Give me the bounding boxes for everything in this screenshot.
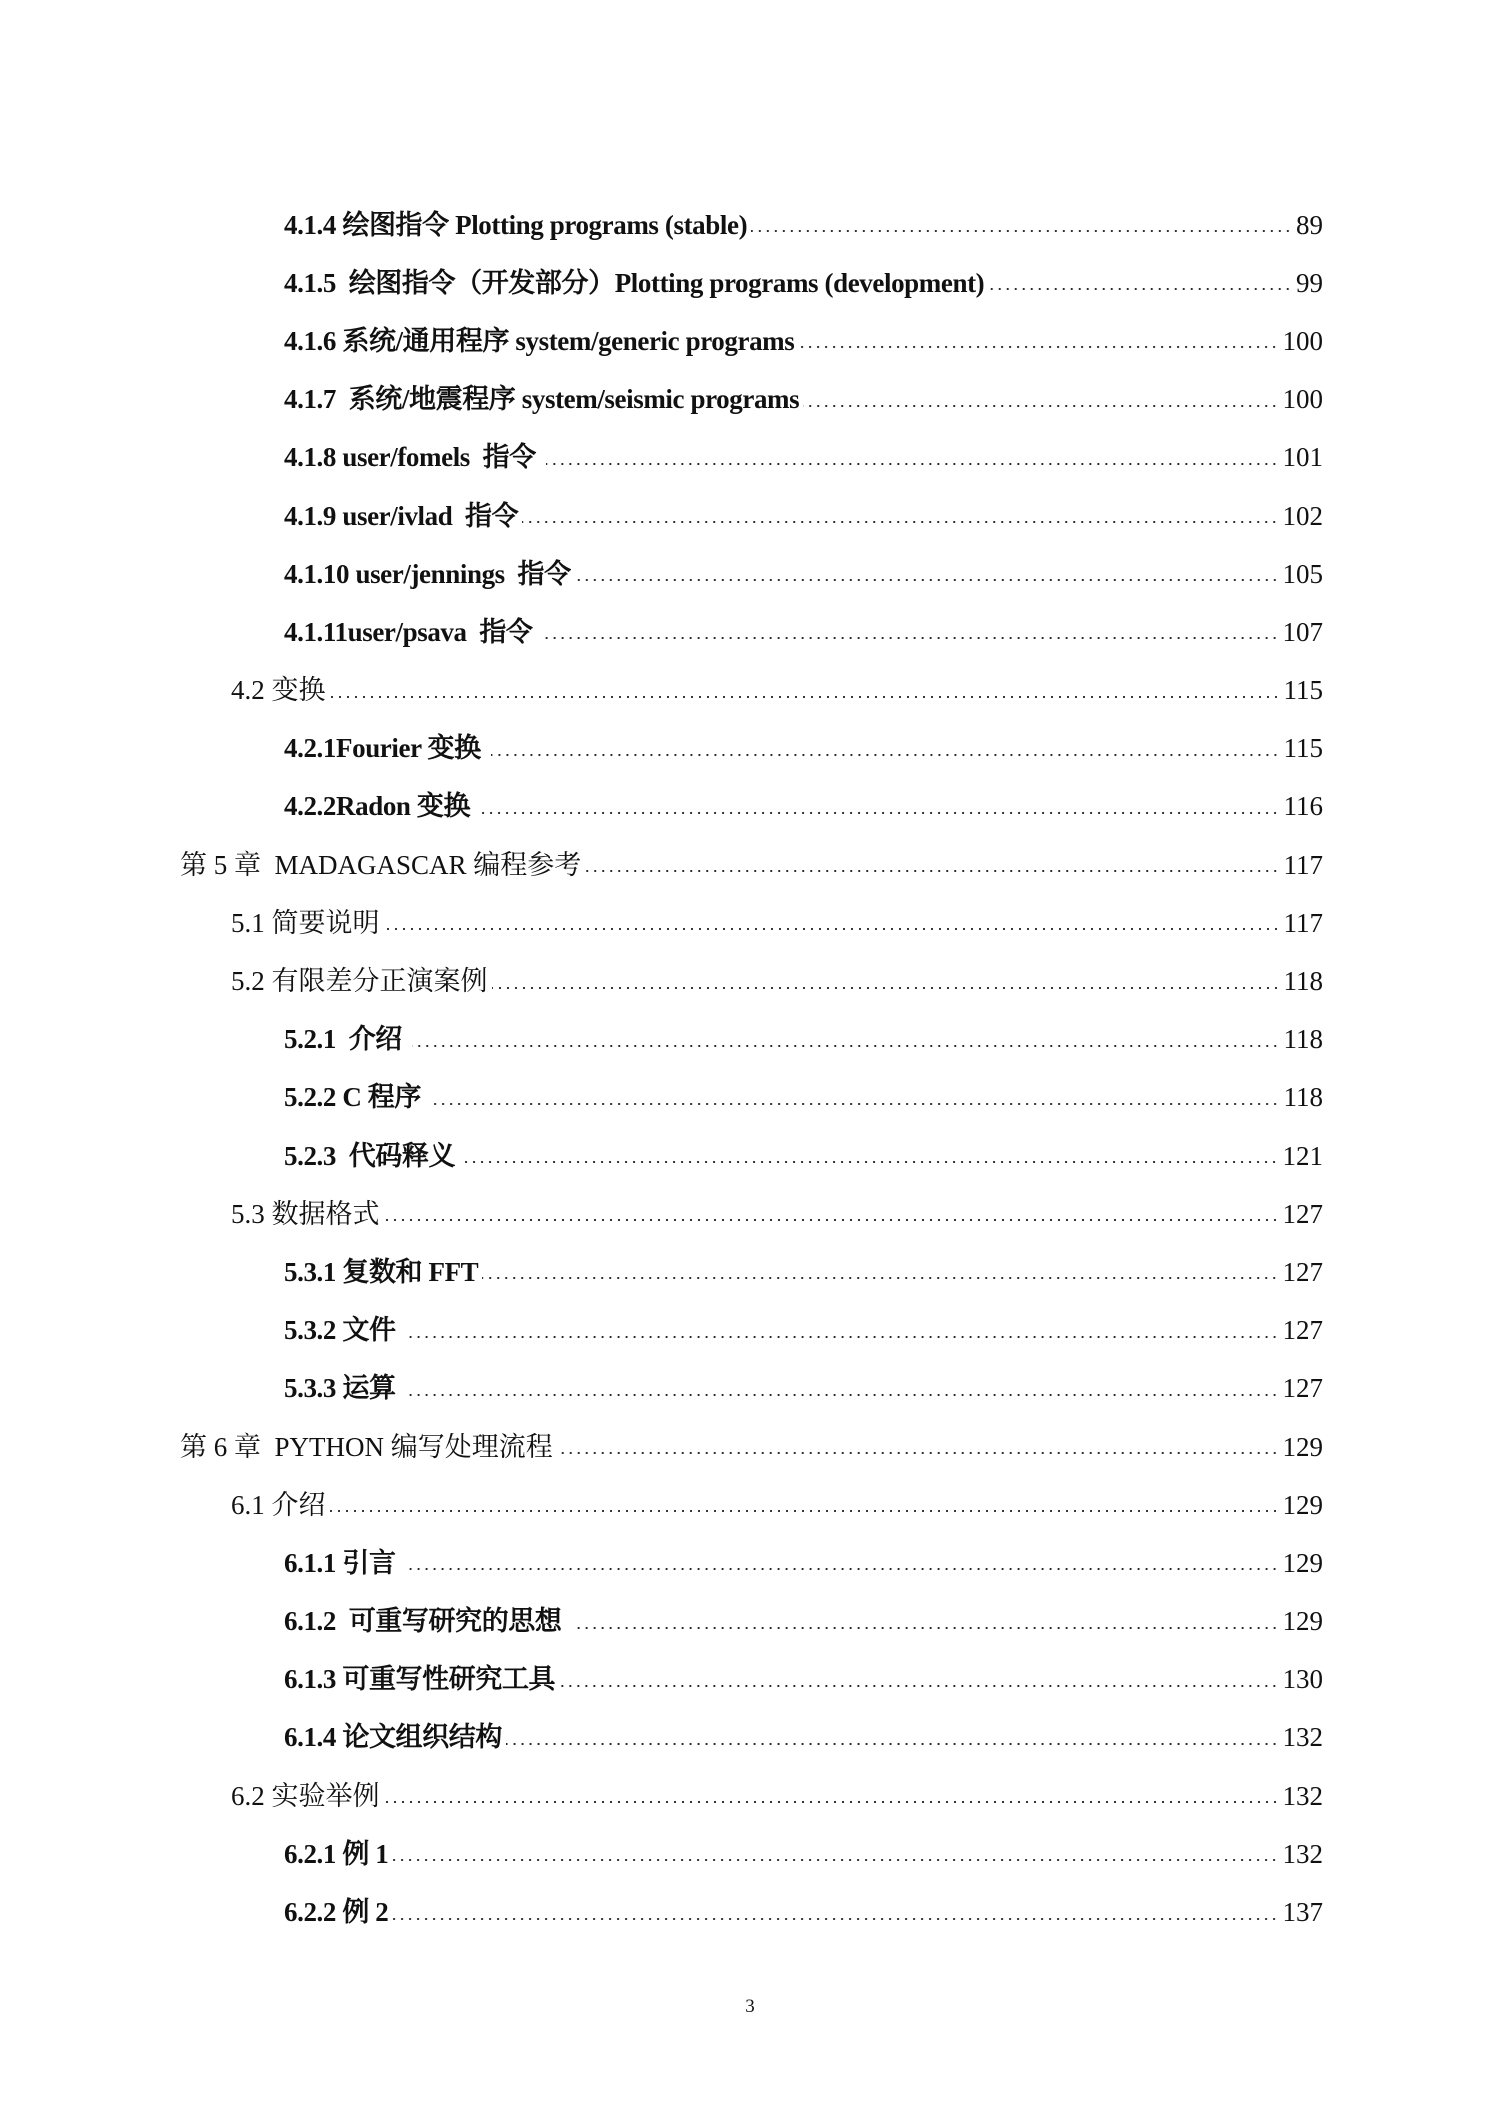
toc-dot-leader xyxy=(557,1452,1279,1454)
toc-dot-leader xyxy=(492,987,1280,989)
toc-entry-page: 117 xyxy=(1283,849,1323,880)
toc-entry-title: 6.1.3 可重写性研究工具 xyxy=(284,1664,556,1695)
toc-entry[interactable] xyxy=(0,603,1500,661)
toc-dot-leader xyxy=(572,1627,1279,1629)
toc-entry-title: 第 6 章 PYTHON 编写处理流程 xyxy=(180,1431,553,1462)
toc-dot-leader xyxy=(406,1394,1279,1396)
toc-entry-title: 4.1.8 user/fomels 指令 xyxy=(284,442,543,473)
toc-dot-leader xyxy=(412,1045,1279,1047)
toc-entry[interactable] xyxy=(0,1825,1500,1883)
toc-entry-title: 5.1 简要说明 xyxy=(231,907,380,938)
toc-dot-leader xyxy=(431,1103,1279,1105)
toc-entry-title: 6.2 实验举例 xyxy=(231,1780,380,1811)
toc-entry-title: 6.2.1 例 1 xyxy=(284,1838,389,1869)
toc-entry-page: 132 xyxy=(1282,1722,1323,1753)
toc-entry-title: 4.1.9 user/ivlad 指令 xyxy=(284,500,519,531)
toc-entry-page: 127 xyxy=(1282,1198,1323,1229)
toc-entry[interactable] xyxy=(0,836,1500,894)
toc-entry[interactable] xyxy=(0,312,1500,370)
toc-dot-leader xyxy=(506,1743,1279,1745)
toc-entry-title: 4.1.6 系统/通用程序 system/generic programs xyxy=(284,325,795,356)
toc-entry-title: 5.2.2 C 程序 xyxy=(284,1082,428,1113)
toc-entry-title: 5.2 有限差分正演案例 xyxy=(231,966,488,997)
toc-entry-title: 5.3.3 运算 xyxy=(284,1373,402,1404)
toc-entry-page: 99 xyxy=(1296,267,1323,298)
toc-entry-page: 129 xyxy=(1282,1606,1323,1637)
toc-entry-page: 116 xyxy=(1283,791,1323,822)
toc-entry-page: 115 xyxy=(1283,733,1323,764)
toc-entry-title: 6.1.1 引言 xyxy=(284,1547,402,1578)
toc-entry[interactable] xyxy=(0,1011,1500,1069)
toc-entry-page: 132 xyxy=(1282,1780,1323,1811)
toc-entry-title: 6.1 介绍 xyxy=(231,1489,326,1520)
toc-entry[interactable] xyxy=(0,894,1500,952)
toc-dot-leader xyxy=(392,1859,1278,1861)
toc-entry-title: 第 5 章 MADAGASCAR 编程参考 xyxy=(180,849,582,880)
toc-entry[interactable] xyxy=(0,778,1500,836)
toc-entry-page: 130 xyxy=(1282,1664,1323,1695)
toc-entry-page: 89 xyxy=(1296,209,1323,240)
toc-entry-title: 4.1.5 绘图指令（开发部分）Plotting programs (development) xyxy=(284,267,985,298)
toc-dot-leader xyxy=(522,521,1278,523)
toc-entry[interactable] xyxy=(0,720,1500,778)
toc-entry-page: 118 xyxy=(1283,966,1323,997)
toc-dot-leader xyxy=(330,1510,1279,1512)
toc-dot-leader xyxy=(803,405,1278,407)
toc-entry-page: 118 xyxy=(1283,1024,1323,1055)
toc-dot-leader xyxy=(575,579,1279,581)
toc-entry[interactable] xyxy=(0,1127,1500,1185)
toc-entry-page: 129 xyxy=(1282,1547,1323,1578)
toc-dot-leader xyxy=(543,637,1279,639)
toc-entry[interactable] xyxy=(0,1069,1500,1127)
toc-entry-page: 132 xyxy=(1282,1838,1323,1869)
toc-entry[interactable] xyxy=(0,1651,1500,1709)
toc-dot-leader xyxy=(482,1277,1278,1279)
toc-dot-leader xyxy=(384,1801,1279,1803)
toc-entry-page: 129 xyxy=(1282,1431,1323,1462)
toc-entry-title: 4.1.7 系统/地震程序 system/seismic programs xyxy=(284,384,800,415)
toc-dot-leader xyxy=(988,288,1292,290)
toc-entry-title: 4.2.2Radon 变换 xyxy=(284,791,477,822)
toc-entry-page: 100 xyxy=(1282,384,1323,415)
toc-dot-leader xyxy=(465,1161,1278,1163)
toc-entry-page: 102 xyxy=(1282,500,1323,531)
toc-dot-leader xyxy=(585,870,1279,872)
toc-entry[interactable] xyxy=(0,1360,1500,1418)
toc-entry-page: 137 xyxy=(1282,1897,1323,1928)
toc-entry-page: 117 xyxy=(1283,907,1323,938)
toc-entry[interactable] xyxy=(0,1883,1500,1941)
toc-entry-title: 4.2.1Fourier 变换 xyxy=(284,733,488,764)
toc-entry-page: 118 xyxy=(1283,1082,1323,1113)
toc-entry[interactable] xyxy=(0,1243,1500,1301)
page-number: 3 xyxy=(745,1996,755,2017)
toc-entry-title: 5.3.1 复数和 FFT xyxy=(284,1256,479,1287)
toc-entry-title: 5.3 数据格式 xyxy=(231,1198,380,1229)
toc-entry-title: 5.3.2 文件 xyxy=(284,1315,402,1346)
toc-entry[interactable] xyxy=(0,254,1500,312)
toc-entry[interactable] xyxy=(0,1302,1500,1360)
toc-entry-title: 4.1.4 绘图指令 Plotting programs (stable) xyxy=(284,209,748,240)
toc-entry-page: 107 xyxy=(1282,616,1323,647)
toc-entry[interactable] xyxy=(0,1767,1500,1825)
toc-entry[interactable] xyxy=(0,1185,1500,1243)
toc-entry[interactable] xyxy=(0,1418,1500,1476)
toc-entry[interactable] xyxy=(0,429,1500,487)
toc-dot-leader xyxy=(406,1336,1279,1338)
toc-entry[interactable] xyxy=(0,487,1500,545)
toc-entry-page: 105 xyxy=(1282,558,1323,589)
toc-dot-leader xyxy=(559,1685,1278,1687)
toc-dot-leader xyxy=(480,812,1279,814)
toc-dot-leader xyxy=(384,928,1280,930)
toc-entry-title: 4.1.10 user/jennings 指令 xyxy=(284,558,571,589)
toc-dot-leader xyxy=(392,1918,1278,1920)
toc-entry[interactable] xyxy=(0,952,1500,1010)
toc-entry-page: 101 xyxy=(1282,442,1323,473)
toc-entry[interactable] xyxy=(0,1709,1500,1767)
toc-entry[interactable] xyxy=(0,1476,1500,1534)
toc-entry-title: 6.1.2 可重写研究的思想 xyxy=(284,1606,568,1637)
toc-entry-title: 4.1.11user/psava 指令 xyxy=(284,616,539,647)
toc-dot-leader xyxy=(406,1568,1279,1570)
toc-dot-leader xyxy=(751,230,1292,232)
toc-dot-leader xyxy=(384,1219,1279,1221)
toc-entry-title: 4.2 变换 xyxy=(231,675,326,706)
toc-entry[interactable] xyxy=(0,371,1500,429)
toc-entry[interactable] xyxy=(0,1593,1500,1651)
table-of-contents xyxy=(0,196,1500,1942)
toc-entry[interactable] xyxy=(0,1534,1500,1592)
toc-entry-title: 5.2.3 代码释义 xyxy=(284,1140,462,1171)
toc-entry-page: 129 xyxy=(1282,1489,1323,1520)
toc-entry-page: 127 xyxy=(1282,1315,1323,1346)
toc-entry-page: 100 xyxy=(1282,325,1323,356)
toc-entry[interactable] xyxy=(0,662,1500,720)
toc-entry-title: 5.2.1 介绍 xyxy=(284,1024,409,1055)
toc-entry-page: 115 xyxy=(1283,675,1323,706)
toc-entry[interactable] xyxy=(0,545,1500,603)
toc-entry-title: 6.2.2 例 2 xyxy=(284,1897,389,1928)
toc-dot-leader xyxy=(798,346,1278,348)
toc-entry[interactable] xyxy=(0,196,1500,254)
toc-dot-leader xyxy=(546,463,1278,465)
toc-entry-page: 127 xyxy=(1282,1373,1323,1404)
toc-entry-title: 6.1.4 论文组织结构 xyxy=(284,1722,502,1753)
toc-dot-leader xyxy=(491,754,1279,756)
toc-entry-page: 121 xyxy=(1282,1140,1323,1171)
toc-dot-leader xyxy=(330,696,1280,698)
toc-entry-page: 127 xyxy=(1282,1256,1323,1287)
